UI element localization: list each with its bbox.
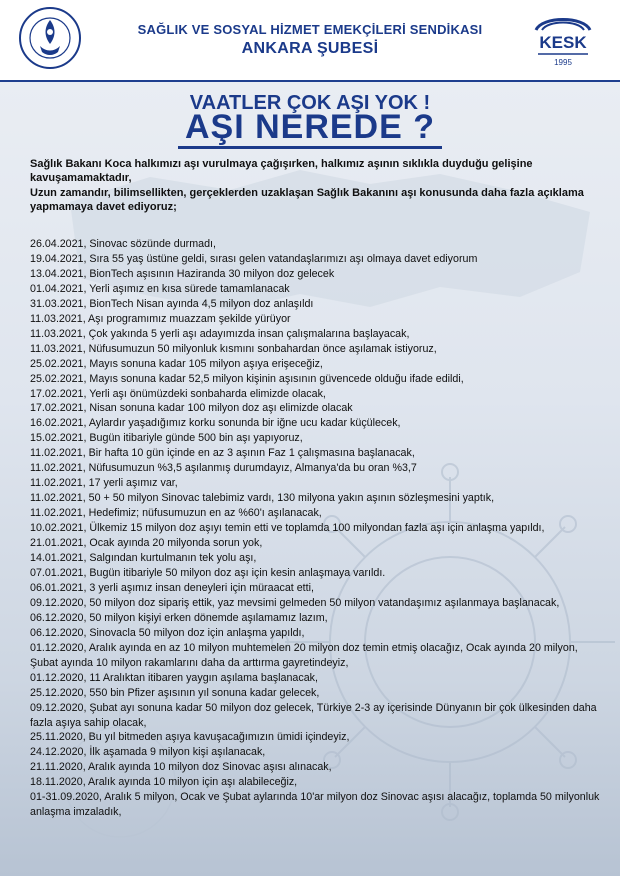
title-underline bbox=[178, 146, 442, 149]
title-block bbox=[100, 90, 520, 150]
timeline-entry: 21.01.2021, Ocak ayında 20 milyonda sorun yok, bbox=[30, 537, 263, 550]
timeline-entry: 11.03.2021, Çok yakında 5 yerli aşı adayımızda insan çalışmalarına başlayacak, bbox=[30, 327, 410, 340]
timeline-entry: 01.04.2021, Yerli aşımız en kısa sürede tamamlanacak bbox=[30, 282, 290, 295]
timeline-entry: 06.12.2020, Sinovacla 50 milyon doz için anlaşma yapıldı, bbox=[30, 626, 305, 639]
kesk-logo bbox=[528, 6, 598, 72]
timeline-entry: 25.02.2021, Mayıs sonuna kadar 105 milyon aşıya erişeceğiz, bbox=[30, 357, 323, 370]
timeline-entry: 11.02.2021, 17 yerli aşımız var, bbox=[30, 477, 178, 490]
timeline-entry: 11.02.2021, 50 + 50 milyon Sinovac talebimiz vardı, 130 milyona yakın aşının sözleşmesini yaptık, bbox=[30, 492, 495, 505]
timeline-entry: 25.12.2020, 550 bin Pfizer aşısının yıl sonuna kadar gelecek, bbox=[30, 686, 320, 699]
kesk-logo-text: KESK bbox=[539, 33, 587, 52]
timeline-entry: 01.12.2020, Aralık ayında en az 10 milyon muhtemelen 20 milyon doz temin etmiş olacağız, Ocak ayında 20 milyon, Şubat ayında 10 milyon rakamlarını daha da arttırma gayretindeyiz, bbox=[30, 641, 578, 669]
headline-subtitle: VAATLER ÇOK AŞI YOK ! bbox=[189, 92, 431, 114]
timeline-entry: 13.04.2021, BionTech aşısının Haziranda 30 milyon doz gelecek bbox=[30, 267, 335, 280]
timeline-entry: 25.11.2020, Bu yıl bitmeden aşıya kavuşacağımızın ümidi içindeyiz, bbox=[30, 731, 350, 744]
kesk-logo-year: 1995 bbox=[554, 58, 572, 67]
timeline-entry: 06.01.2021, 3 yerli aşımız insan deneyleri için müraacat etti, bbox=[30, 581, 314, 594]
timeline-entry: 25.02.2021, Mayıs sonuna kadar 52,5 milyon kişinin aşısının güvencede olduğu ifade edildi, bbox=[30, 372, 464, 385]
intro-paragraph bbox=[30, 157, 595, 214]
union-name: SAĞLIK VE SOSYAL HİZMET EMEKÇİLERİ SENDİKASI bbox=[137, 22, 483, 37]
timeline-entry: 15.02.2021, Bugün itibariyle günde 500 bin aşı yapıyoruz, bbox=[30, 432, 303, 445]
letterhead bbox=[0, 0, 620, 82]
timeline-entry: 17.02.2021, Yerli aşı önümüzdeki sonbaharda elimizde olacak, bbox=[30, 387, 326, 400]
timeline-entry: 06.12.2020, 50 milyon kişiyi erken dönemde aşılamamız lazım, bbox=[30, 611, 328, 624]
union-logo bbox=[18, 6, 82, 70]
timeline-entry: 17.02.2021, Nisan sonuna kadar 100 milyon doz aşı elimizde olacak bbox=[30, 402, 353, 415]
timeline-entry: 11.02.2021, Nüfusumuzun %3,5 aşılanmış durumdayız, Almanya'da bu oran %3,7 bbox=[30, 462, 417, 475]
timeline-entry: 31.03.2021, BionTech Nisan ayında 4,5 milyon doz anlaşıldı bbox=[30, 297, 314, 310]
timeline-entry: 01.12.2020, 11 Aralıktan itibaren yaygın aşılama başlanacak, bbox=[30, 671, 318, 684]
timeline-entry: 26.04.2021, Sinovac sözünde durmadı, bbox=[30, 238, 216, 250]
timeline-entry: 16.02.2021, Aylardır yaşadığımız korku sonunda bir iğne ucu kadar küçülecek, bbox=[30, 417, 401, 430]
timeline-entry: 24.12.2020, İlk aşamada 9 milyon kişi aşılanacak, bbox=[30, 746, 266, 759]
timeline-entry: 11.03.2021, Aşı programımız muazzam şekilde yürüyor bbox=[30, 312, 291, 325]
intro-line: Sağlık Bakanı Koca halkımızı aşı vurulmaya çağışırken, halkımız aşının sıklıkla duyduğu gelişine kavuşamamaktadır, bbox=[30, 158, 533, 185]
header-divider bbox=[0, 80, 620, 82]
timeline-entry: 21.11.2020, Aralık ayında 10 milyon doz Sinovac aşısı alınacak, bbox=[30, 761, 332, 774]
timeline-entry: 14.01.2021, Salgından kurtulmanın tek yolu aşı, bbox=[30, 552, 257, 565]
timeline-entry: 01-31.09.2020, Aralık 5 milyon, Ocak ve Şubat aylarında 10'ar milyon doz Sinovac aşısı alacağız, toplamda 50 milyonluk anlaşma imzaladık, bbox=[30, 791, 600, 819]
timeline-entry: 07.01.2021, Bugün itibariyle 50 milyon doz aşı için kesin anlaşmaya varıldı. bbox=[30, 566, 386, 579]
branch-name: ANKARA ŞUBESİ bbox=[241, 40, 379, 57]
timeline-entry: 18.11.2020, Aralık ayında 10 milyon için aşı alabileceğiz, bbox=[30, 776, 298, 789]
statement-timeline bbox=[30, 237, 605, 820]
timeline-entry: 10.02.2021, Ülkemiz 15 milyon doz aşıyı temin etti ve toplamda 100 milyondan fazla aşı için anlaşma yapıldı, bbox=[30, 522, 545, 535]
timeline-entry: 09.12.2020, Şubat ayı sonuna kadar 50 milyon doz gelecek, Türkiye 2-3 ay içerisinde Dünyanın bir çok ülkesinden daha fazla aşıya sahip olacak, bbox=[30, 701, 597, 729]
timeline-entry: 09.12.2020, 50 milyon doz sipariş ettik, yaz mevsimi gelmeden 50 milyon vatandaşımız aşılanmaya başlanacak, bbox=[30, 596, 560, 609]
intro-line: Uzun zamandır, bilimsellikten, gerçeklerden uzaklaşan Sağlık Bakanını aşı konusunda daha fazla açıklama yapmamaya davet ediyoruz; bbox=[30, 186, 584, 213]
timeline-entry: 19.04.2021, Sıra 55 yaş üstüne geldi, sırası gelen vatandaşlarımızı aşı olmaya davet ediyorum bbox=[30, 252, 478, 265]
timeline-entry: 11.02.2021, Hedefimiz; nüfusumuzun en az %60'ı aşılanacak, bbox=[30, 507, 322, 520]
timeline-entry: 11.02.2021, Bir hafta 10 gün içinde en az 3 aşının Faz 1 çalışmasına başlanacak, bbox=[30, 447, 415, 460]
headline-title: AŞI NEREDE ? bbox=[184, 108, 436, 146]
timeline-entry: 11.03.2021, Nüfusumuzun 50 milyonluk kısmını sonbahardan önce aşılamak istiyoruz, bbox=[30, 342, 437, 355]
